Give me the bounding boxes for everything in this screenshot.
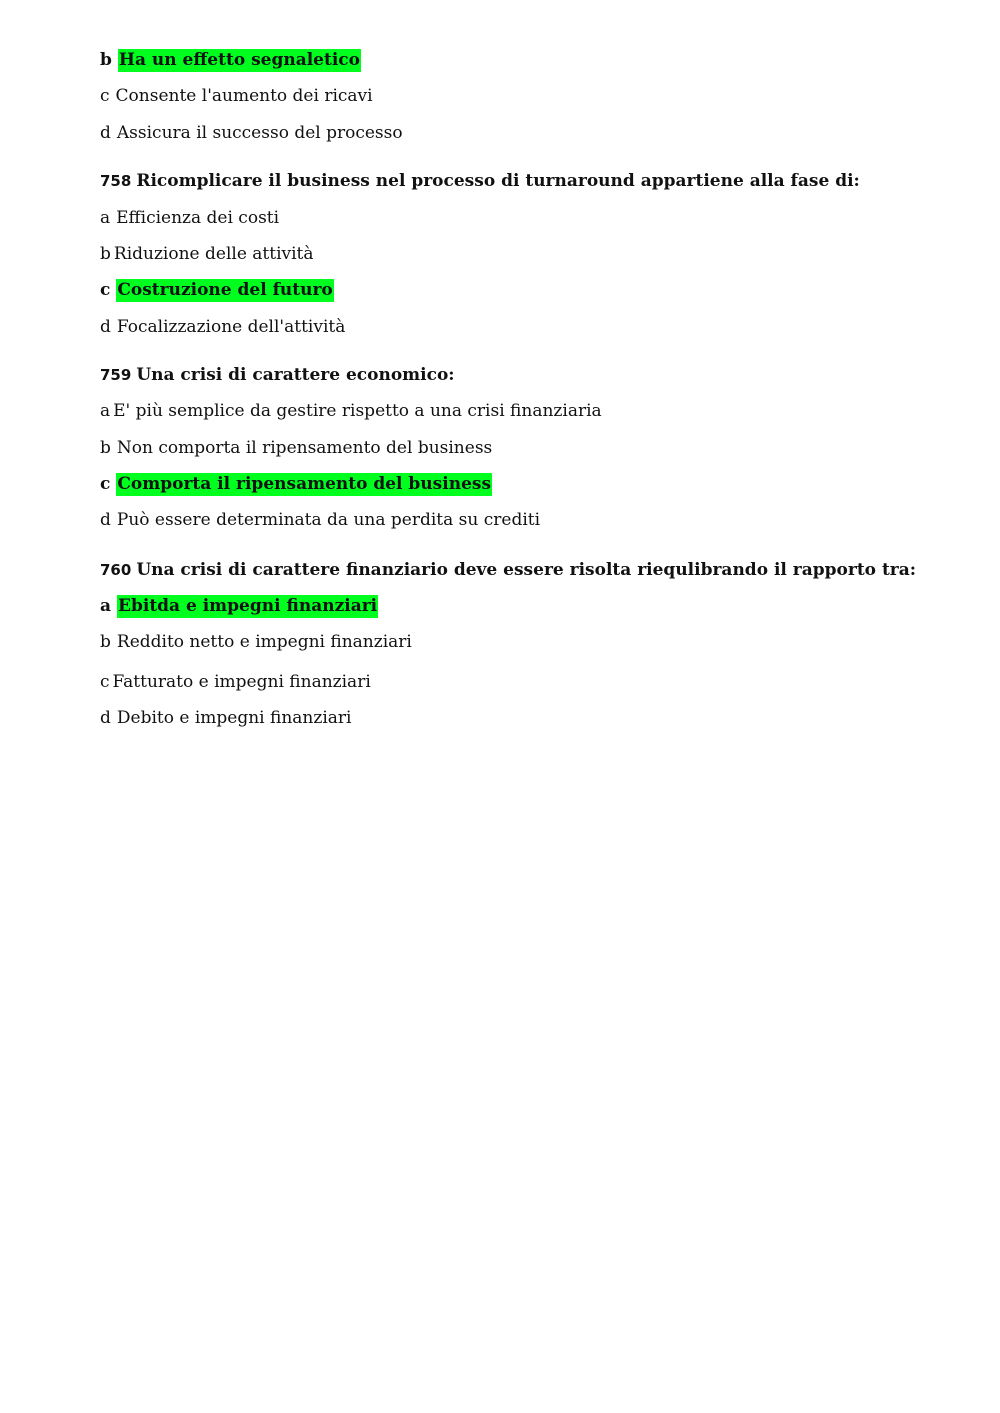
option-row [100,398,602,424]
option-text: Focalizzazione dell'attività [116,317,346,337]
question-number: 758 [100,172,132,190]
option-row [100,47,361,73]
option-text: Efficienza dei costi [116,208,280,228]
question-text: Una crisi di carattere finanziario deve essere risolta riequlibrando il rapporto tra: [136,560,917,580]
option-row [100,593,378,619]
option-text: Debito e impegni finanziari [116,708,352,728]
correct-answer-highlight: Ebitda e impegni finanziari [118,596,378,616]
option-letter: d [100,510,111,530]
option-letter: b [100,632,111,652]
option-row [100,120,403,146]
question-text: Ricomplicare il business nel processo di turnaround appartiene alla fase di: [136,171,860,191]
option-text: Reddito netto e impegni finanziari [116,632,412,652]
option-letter: c [100,672,110,692]
correct-answer-highlight: Costruzione del futuro [117,280,333,300]
option-row [100,241,314,267]
option-letter: d [100,123,111,143]
option-row [100,277,334,303]
option-row [100,629,412,655]
option-row [100,507,540,533]
option-row [100,471,492,497]
option-row [100,669,371,695]
question-heading [100,362,455,388]
question-heading [100,168,860,194]
option-letter: b [100,438,111,458]
option-letter: d [100,317,111,337]
option-letter: c [100,474,111,494]
option-text: Fatturato e impegni finanziari [112,672,371,692]
option-text: E' più semplice da gestire rispetto a una crisi finanziaria [113,401,602,421]
option-letter: a [100,208,111,228]
option-text: Assicura il successo del processo [116,123,403,143]
correct-answer-highlight: Comporta il ripensamento del business [117,474,492,494]
correct-answer-highlight: Ha un effetto segnaletico [118,50,360,70]
option-letter: a [100,401,111,421]
option-letter: c [100,280,111,300]
option-row [100,83,373,109]
option-letter: b [100,244,111,264]
option-row [100,205,279,231]
option-row [100,705,351,731]
option-letter: c [100,86,110,106]
question-text: Una crisi di carattere economico: [136,365,455,385]
question-heading [100,557,916,583]
option-text: Non comporta il ripensamento del business [116,438,493,458]
option-row [100,314,345,340]
option-row [100,435,492,461]
question-number: 760 [100,561,132,579]
option-text: Consente l'aumento dei ricavi [115,86,373,106]
option-text: Può essere determinata da una perdita su crediti [116,510,541,530]
question-number: 759 [100,366,132,384]
option-letter: a [100,596,112,616]
option-letter: d [100,708,111,728]
option-text: Riduzione delle attività [113,244,314,264]
option-letter: b [100,50,112,70]
